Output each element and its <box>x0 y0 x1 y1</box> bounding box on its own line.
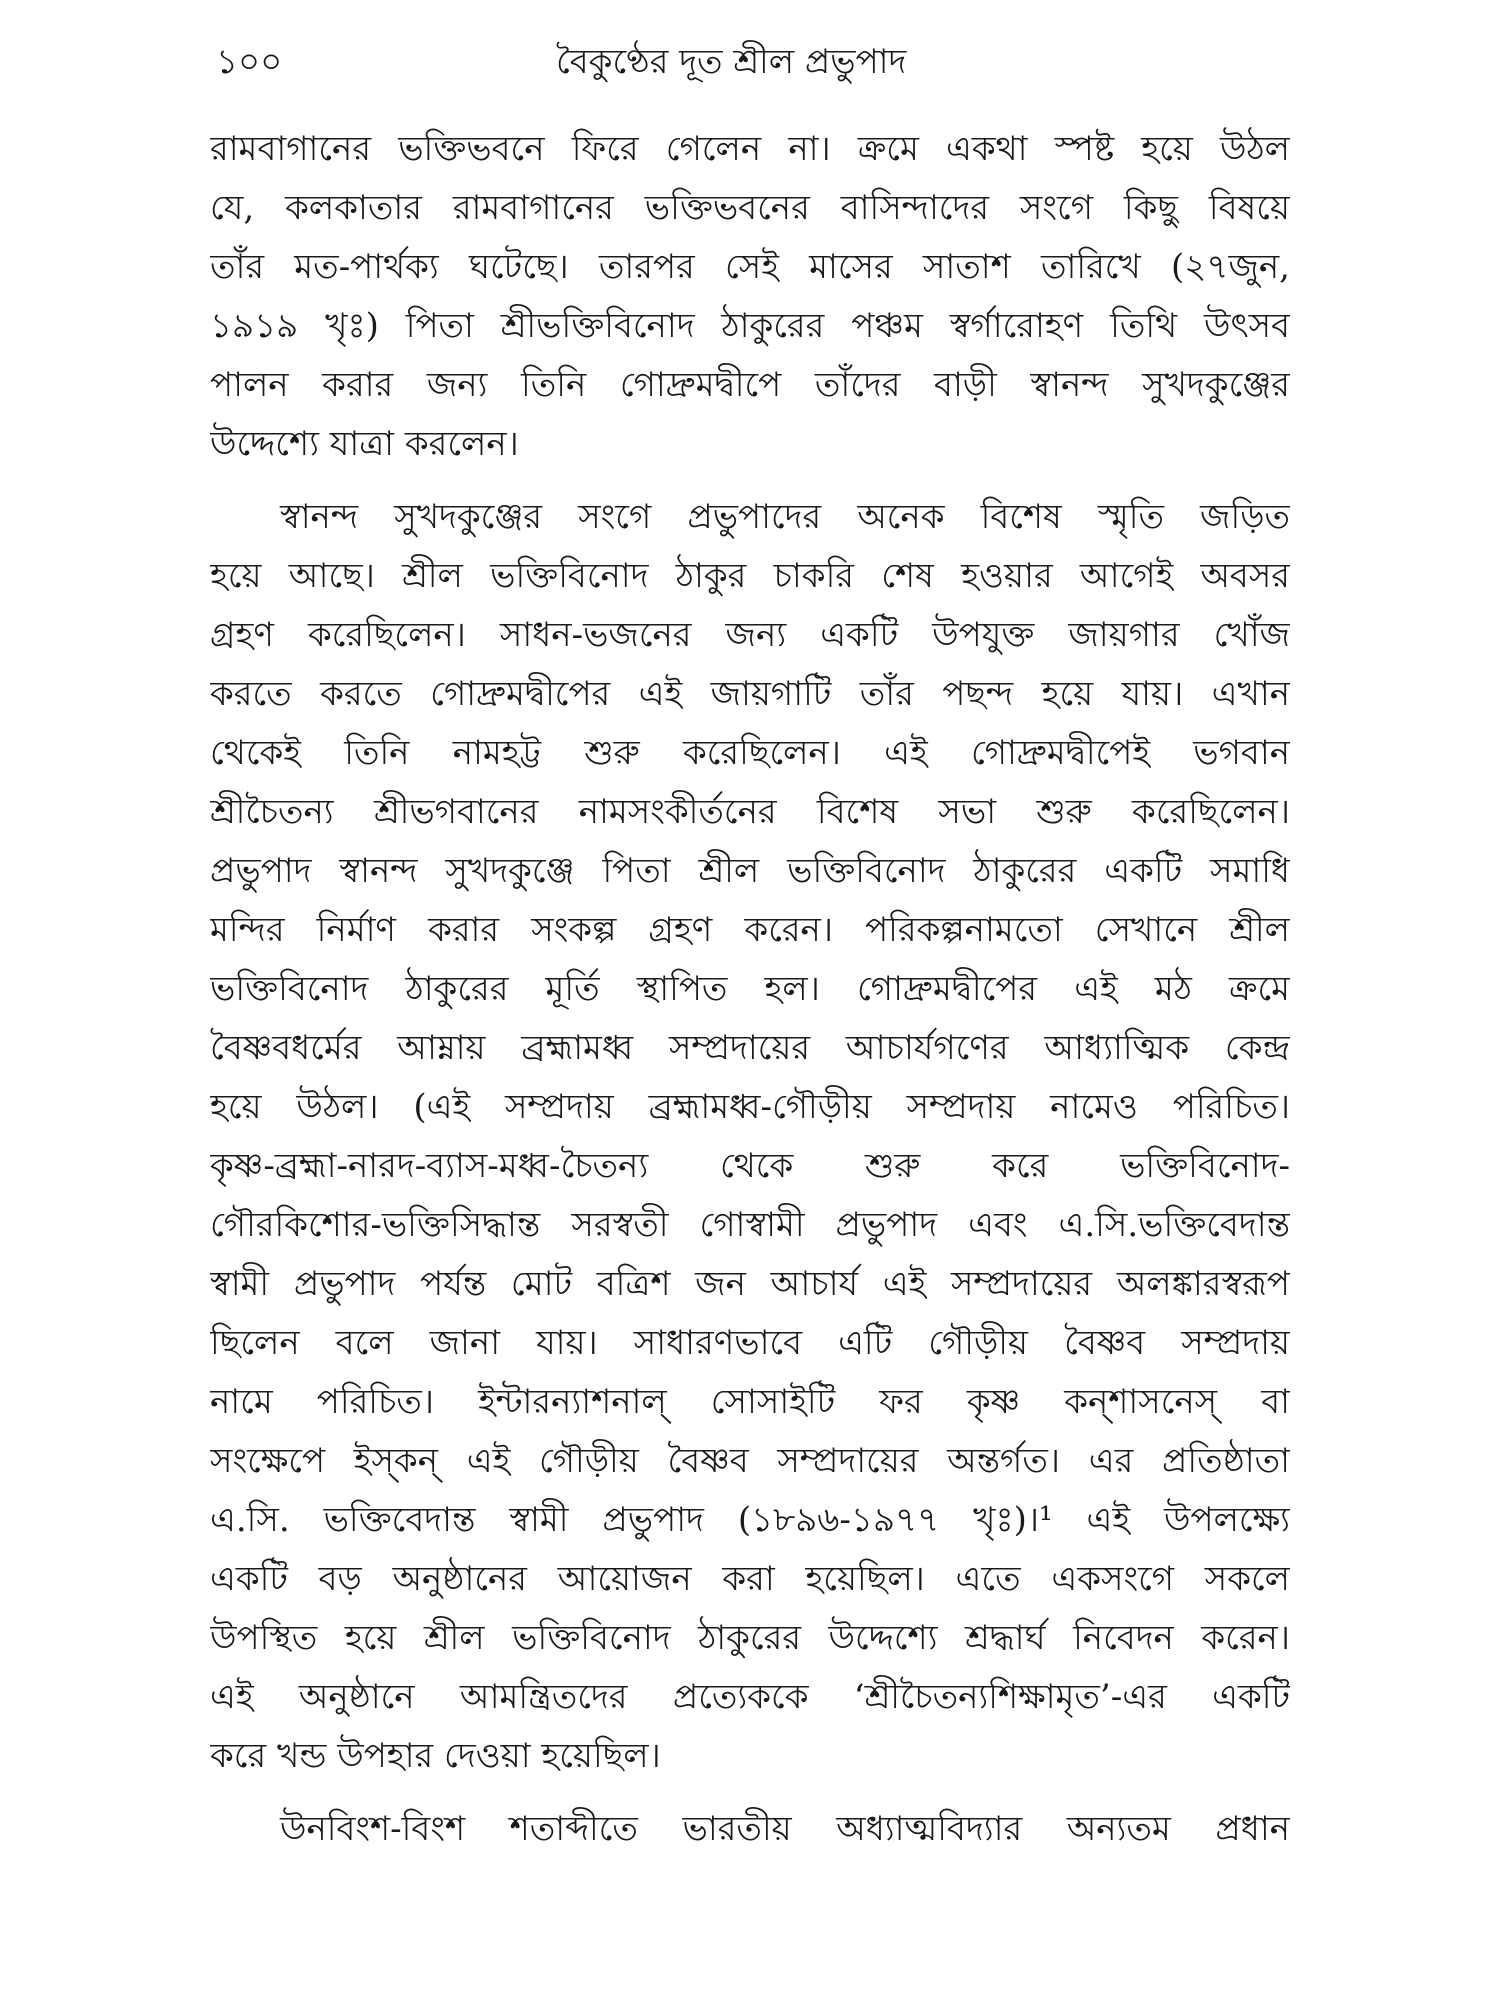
text-line: ছিলেন বলে জানা যায়। সাধারণভাবে এটি গৌড়ীয় বৈষ্ণব সম্প্রদায় <box>210 1323 1290 1363</box>
text-line: রামবাগানের ভক্তিভবনে ফিরে গেলেন না। ক্রমে একথা স্পষ্ট হয়ে উঠল <box>210 129 1290 169</box>
paragraph <box>210 488 1290 1786</box>
paragraph <box>210 120 1290 474</box>
running-title: বৈকুণ্ঠের দূত শ্রীল প্রভুপাদ <box>556 42 907 82</box>
text-line: স্বামী প্রভুপাদ পর্যন্ত মোট বত্রিশ জন আচার্য এই সম্প্রদায়ের অলঙ্কারস্বরূপ <box>210 1264 1290 1304</box>
text-line: ১৯১৯ খৃঃ) পিতা শ্রীভক্তিবিনোদ ঠাকুরের পঞ্চম স্বর্গারোহণ তিথি উৎসব <box>210 306 1290 346</box>
text-line: একটি বড় অনুষ্ঠানের আয়োজন করা হয়েছিল। এতে একসংগে সকলে <box>210 1559 1290 1599</box>
text-line: প্রভুপাদ স্বানন্দ সুখদকুঞ্জে পিতা শ্রীল ভক্তিবিনোদ ঠাকুরের একটি সমাধি <box>210 851 1290 891</box>
text-line: এই অনুষ্ঠানে আমন্ত্রিতদের প্রত্যেককে ‘শ্রীচৈতন্যশিক্ষামৃত’-এর একটি <box>210 1677 1290 1717</box>
text-line: বৈষ্ণবধর্মের আম্নায় ব্রহ্মামধ্ব সম্প্রদায়ের আচার্যগণের আধ্যাত্মিক কেন্দ্র <box>210 1028 1290 1068</box>
body-text <box>210 120 1290 1873</box>
text-line: শ্রীচৈতন্য শ্রীভগবানের নামসংকীর্তনের বিশেষ সভা শুরু করেছিলেন। <box>210 792 1290 832</box>
text-line: থেকেই তিনি নামহট্ট শুরু করেছিলেন। এই গোদ্রুমদ্বীপেই ভগবান <box>210 733 1290 773</box>
text-line: নামে পরিচিত। ইন্টারন্যাশনাল্ সোসাইটি ফর কৃষ্ণ কন্‌শাসনেস্ বা <box>210 1382 1290 1422</box>
page-number: ১০০ <box>216 42 283 82</box>
text-line: যে, কলকাতার রামবাগানের ভক্তিভবনের বাসিন্দাদের সংগে কিছু বিষয়ে <box>210 188 1290 228</box>
text-line: মন্দির নির্মাণ করার সংকল্প গ্রহণ করেন। পরিকল্পনামতো সেখানে শ্রীল <box>210 910 1290 950</box>
page-header <box>216 32 1286 92</box>
text-line: করে খন্ড উপহার দেওয়া হয়েছিল। <box>210 1736 661 1776</box>
text-line: গৌরকিশোর-ভক্তিসিদ্ধান্ত সরস্বতী গোস্বামী প্রভুপাদ এবং এ.সি.ভক্তিবেদান্ত <box>210 1205 1290 1245</box>
text-line: হয়ে উঠল। (এই সম্প্রদায় ব্রহ্মামধ্ব-গৌড়ীয় সম্প্রদায় নামেও পরিচিত। <box>210 1087 1290 1127</box>
text-line: স্বানন্দ সুখদকুঞ্জের সংগে প্রভুপাদের অনেক বিশেষ স্মৃতি জড়িত <box>280 497 1290 537</box>
text-line: সংক্ষেপে ইস্‌কন্ এই গৌড়ীয় বৈষ্ণব সম্প্রদায়ের অন্তর্গত। এর প্রতিষ্ঠাতা <box>210 1441 1290 1481</box>
text-line: করতে করতে গোদ্রুমদ্বীপের এই জায়গাটি তাঁর পছন্দ হয়ে যায়। এখান <box>210 674 1290 714</box>
text-line: উদ্দেশ্যে যাত্রা করলেন। <box>210 424 519 464</box>
text-line: উনবিংশ-বিংশ শতাব্দীতে ভারতীয় অধ্যাত্মবিদ্যার অন্যতম প্রধান <box>280 1809 1290 1849</box>
text-line: তাঁর মত-পার্থক্য ঘটেছে। তারপর সেই মাসের সাতাশ তারিখে (২৭জুন, <box>210 247 1290 287</box>
text-line: হয়ে আছে। শ্রীল ভক্তিবিনোদ ঠাকুর চাকরি শেষ হওয়ার আগেই অবসর <box>210 556 1290 596</box>
paragraph <box>210 1800 1290 1859</box>
text-line: গ্রহণ করেছিলেন। সাধন-ভজনের জন্য একটি উপযুক্ত জায়গার খোঁজ <box>210 615 1290 655</box>
text-line: পালন করার জন্য তিনি গোদ্রুমদ্বীপে তাঁদের বাড়ী স্বানন্দ সুখদকুঞ্জের <box>210 365 1290 405</box>
text-line: ভক্তিবিনোদ ঠাকুরের মূর্তি স্থাপিত হল। গোদ্রুমদ্বীপের এই মঠ ক্রমে <box>210 969 1290 1009</box>
text-line: কৃষ্ণ-ব্রহ্মা-নারদ-ব্যাস-মধ্ব-চৈতন্য থেকে শুরু করে ভক্তিবিনোদ- <box>210 1146 1290 1186</box>
text-line: এ.সি. ভক্তিবেদান্ত স্বামী প্রভুপাদ (১৮৯৬-১৯৭৭ খৃঃ)।¹ এই উপলক্ষ্যে <box>210 1500 1290 1540</box>
text-line: উপস্থিত হয়ে শ্রীল ভক্তিবিনোদ ঠাকুরের উদ্দেশ্যে শ্রদ্ধার্ঘ নিবেদন করেন। <box>210 1618 1290 1658</box>
